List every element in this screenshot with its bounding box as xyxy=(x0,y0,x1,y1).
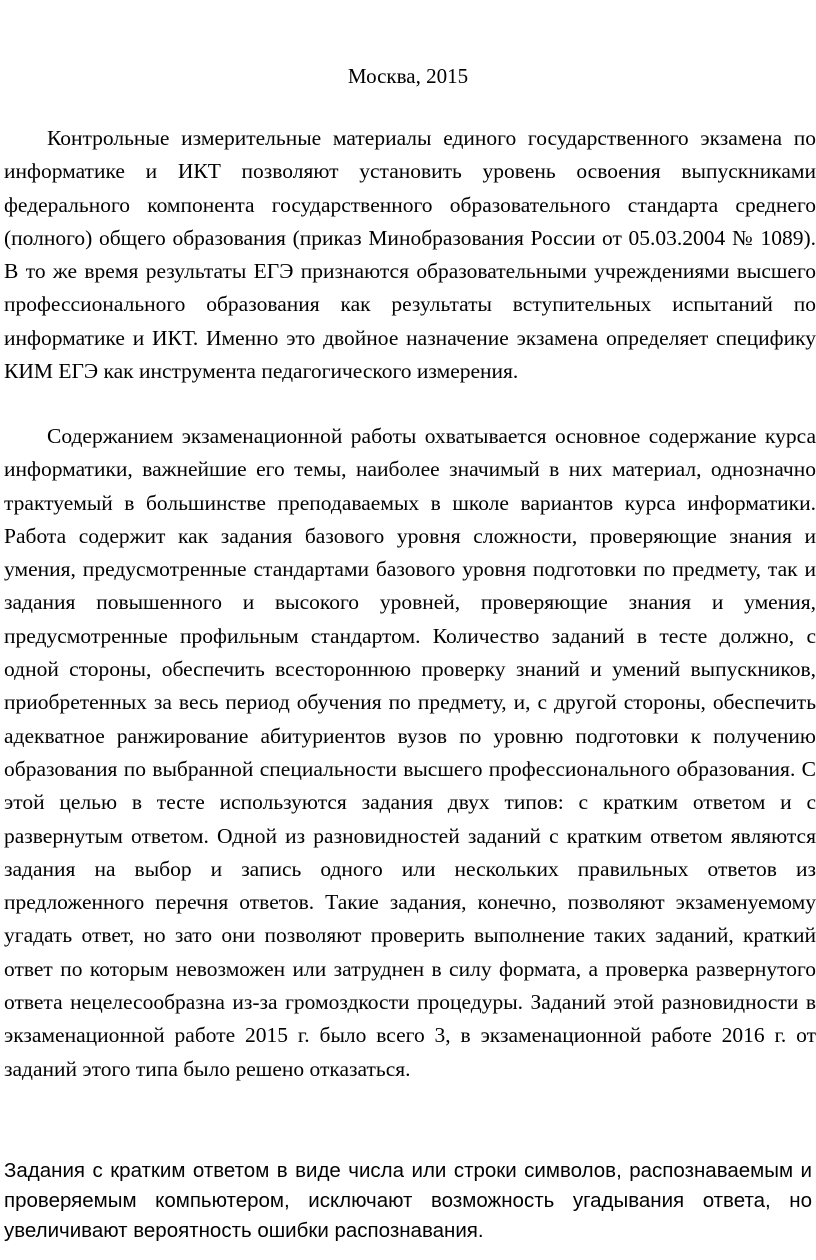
paragraph-exam-content: Содержанием экзаменационной работы охватывается основное содержание курса информатики, важнейшие его темы, наиболее значимый в них материал, однозначно трактуемый в большинстве преподаваемых в школе вариантов курса информатики. Работа содержит как задания базового уровня сложности, проверяющие знания и умения, предусмотренные стандартами базового уровня подготовки по предмету, так и задания повышенного и высокого уровней, проверяющие знания и умения, предусмотренные профильным стандартом. Количество заданий в тесте должно, с одной стороны, обеспечить всестороннюю проверку знаний и умений выпускников, приобретенных за весь период обучения по предмету, и, с другой стороны, обеспечить адекватное ранжирование абитуриентов вузов по уровню подготовки к получению образования по выбранной специальности высшего профессионального образования. С этой целью в тесте используются задания двух типов: с кратким ответом и с развернутым ответом. Одной из разновидностей заданий с кратким ответом являются задания на выбор и запись одного или нескольких правильных ответов из предложенного перечня ответов. Такие задания, конечно, позволяют экзаменуемому угадать ответ, но зато они позволяют проверить выполнение таких заданий, краткий ответ по которым невозможен или затруднен в силу формата, а проверка развернутого ответа нецелесообразна из-за громоздкости процедуры. Заданий этой разновидности в экзаменационной работе 2015 г. было всего 3, в экзаменационной работе 2016 г. от заданий этого типа было решено отказаться. xyxy=(4,424,816,1081)
paragraph-kim-purpose: Контрольные измерительные материалы единого государственного экзамена по информатике и ИКТ позволяют установить уровень освоения выпускниками федерального компонента государственного образовательного стандарта среднего (полного) общего образования (приказ Минобразования России от 05.03.2004 № 1089). В то же время результаты ЕГЭ признаются образовательными учреждениями высшего профессионального образования как результаты вступительных испытаний по информатике и ИКТ. Именно это двойное назначение экзамена определяет специфику КИМ ЕГЭ как инструмента педагогического измерения. xyxy=(4,126,816,384)
document-title: Москва, 2015 xyxy=(347,64,469,88)
paragraph-short-answer-tasks: Задания с кратким ответом в виде числа или строки символов, распознаваемым и проверяемым компьютером, исключают возможность угадывания ответа, но увеличивают вероятность ошибки распознавания. xyxy=(4,1159,812,1242)
